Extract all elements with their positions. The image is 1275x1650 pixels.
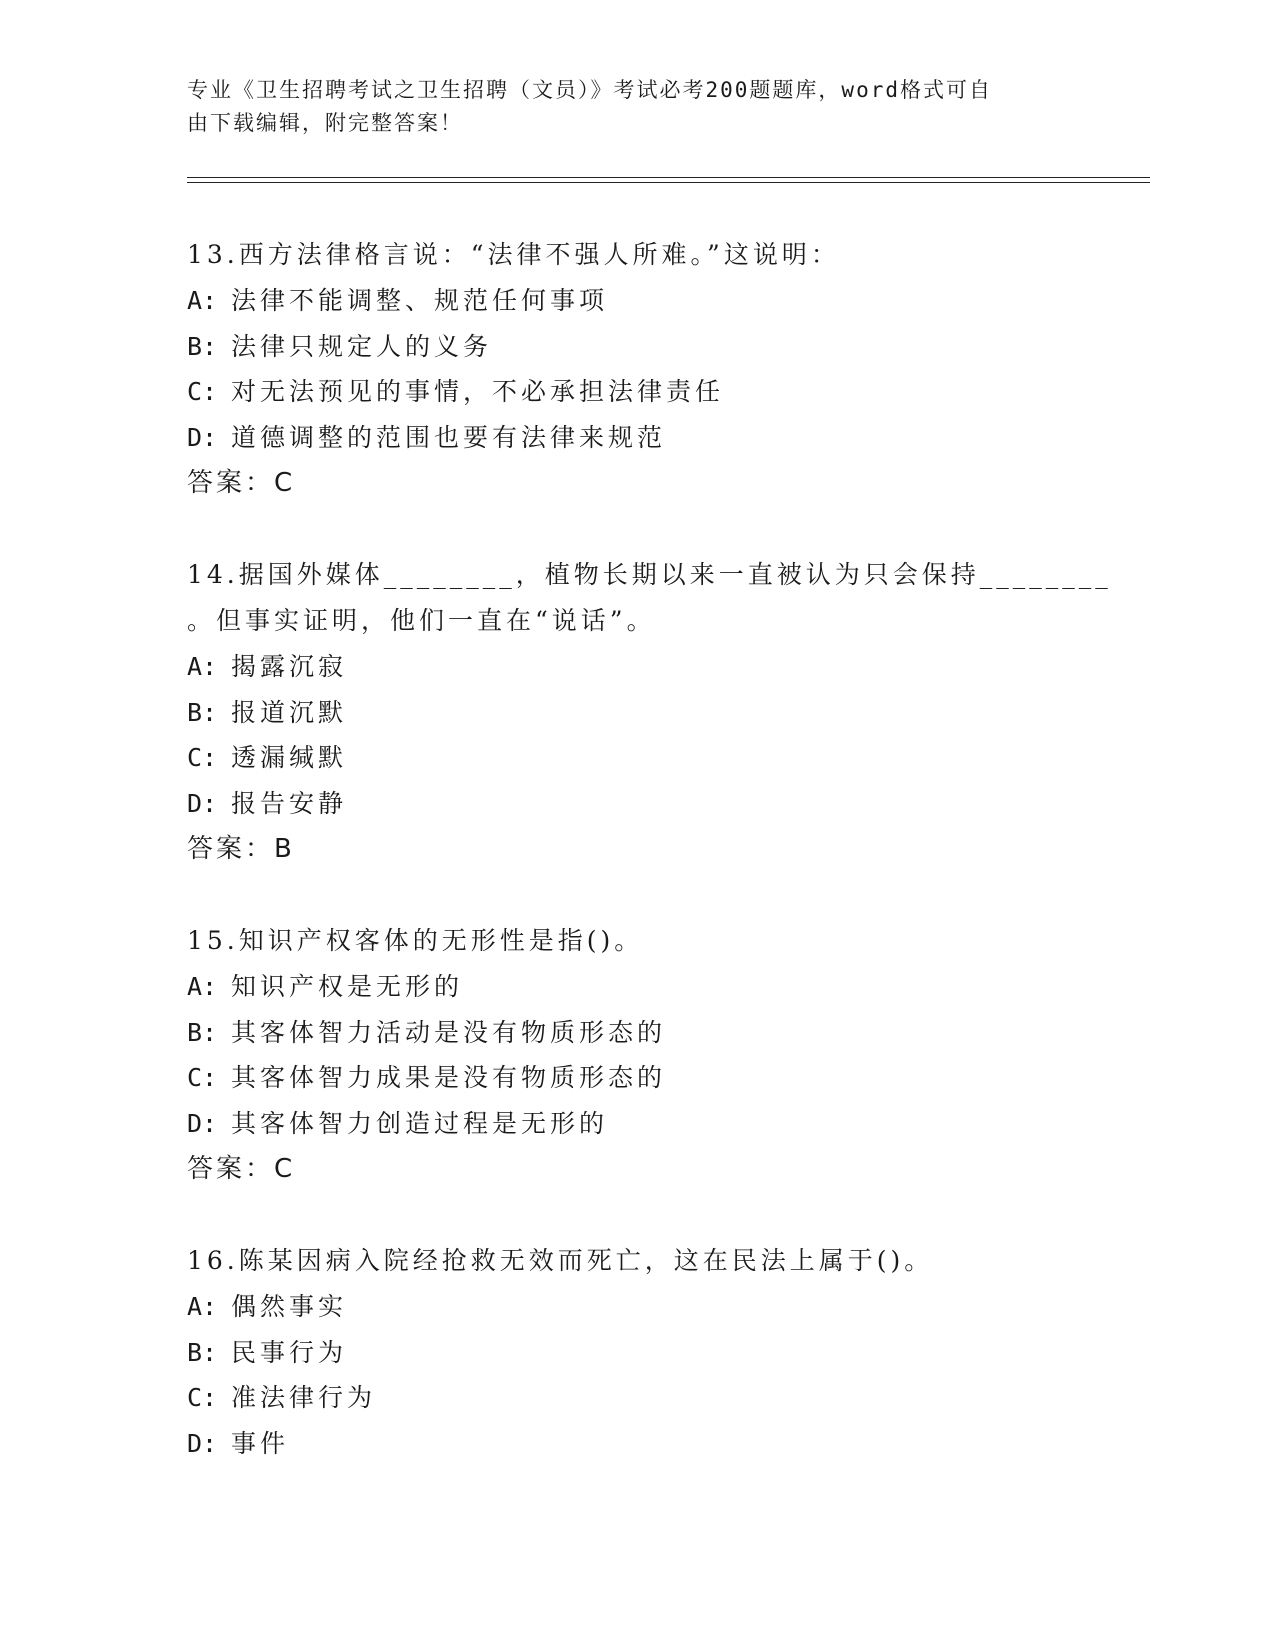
option-letter: A: [187, 1292, 218, 1321]
option-c [187, 735, 1087, 781]
option-letter: B: [187, 697, 218, 727]
option-text: 准法律行为 [231, 1383, 377, 1412]
option-letter: A: [187, 972, 218, 1001]
option-d [187, 1421, 1087, 1467]
option-letter: D: [187, 422, 218, 452]
option-text: 道德调整的范围也要有法律来规范 [231, 422, 667, 452]
header-divider-bottom [187, 182, 1150, 183]
option-b [187, 690, 1087, 736]
answer-label: 答案：B [187, 834, 295, 864]
option-a [187, 278, 1087, 324]
option-text: 事件 [231, 1428, 290, 1458]
option-text: 报道沉默 [231, 697, 348, 727]
question-list [187, 232, 1112, 1512]
option-letter: B: [187, 1017, 218, 1047]
option-letter: B: [187, 1337, 218, 1367]
option-letter: D: [187, 1428, 218, 1458]
question-text-continued: 。但事实证明，他们一直在“说话”。 [187, 606, 656, 635]
option-a [187, 964, 1087, 1010]
option-text: 其客体智力活动是没有物质形态的 [231, 1017, 667, 1047]
option-letter: D: [187, 1108, 218, 1138]
option-letter: C: [187, 743, 218, 772]
option-letter: C: [187, 377, 218, 406]
document-header [187, 74, 1067, 140]
answer-label: 答案：C [187, 1154, 296, 1184]
question-14 [187, 552, 1112, 872]
option-d [187, 415, 1087, 461]
option-a [187, 644, 1087, 690]
option-letter: C: [187, 1383, 218, 1412]
option-letter: A: [187, 286, 218, 315]
option-letter: D: [187, 788, 218, 818]
option-text: 其客体智力创造过程是无形的 [231, 1108, 609, 1138]
header-line-1: 专业《卫生招聘考试之卫生招聘（文员）》考试必考200题题库，word格式可自 [187, 78, 992, 102]
option-text: 报告安静 [231, 788, 348, 818]
question-13 [187, 232, 1087, 506]
question-text: 15.知识产权客体的无形性是指()。 [187, 926, 644, 955]
question-text: 16.陈某因病入院经抢救无效而死亡，这在民法上属于()。 [187, 1246, 934, 1275]
header-line-2: 由下载编辑，附完整答案！ [187, 111, 463, 135]
question-text: 14.据国外媒体________，植物长期以来一直被认为只会保持________ [187, 560, 1112, 589]
option-d [187, 1101, 1087, 1147]
option-text: 揭露沉寂 [231, 652, 348, 681]
option-text: 透漏缄默 [231, 743, 348, 772]
header-divider-top [187, 177, 1150, 178]
option-d [187, 781, 1087, 827]
option-text: 法律不能调整、规范任何事项 [231, 286, 609, 315]
option-letter: C: [187, 1063, 218, 1092]
option-text: 其客体智力成果是没有物质形态的 [231, 1063, 667, 1092]
option-b [187, 324, 1087, 370]
option-letter: B: [187, 331, 218, 361]
option-b [187, 1330, 1087, 1376]
option-letter: A: [187, 652, 218, 681]
option-a [187, 1284, 1087, 1330]
option-b [187, 1010, 1087, 1056]
option-c [187, 369, 1087, 415]
option-c [187, 1055, 1087, 1101]
question-16 [187, 1238, 1087, 1466]
option-text: 偶然事实 [231, 1292, 348, 1321]
option-text: 民事行为 [231, 1337, 348, 1367]
option-c [187, 1375, 1087, 1421]
option-text: 法律只规定人的义务 [231, 331, 493, 361]
question-text: 13.西方法律格言说：“法律不强人所难。”这说明： [187, 240, 840, 269]
option-text: 知识产权是无形的 [231, 972, 464, 1001]
answer-label: 答案：C [187, 468, 296, 498]
option-text: 对无法预见的事情，不必承担法律责任 [231, 377, 725, 406]
question-15 [187, 918, 1087, 1192]
